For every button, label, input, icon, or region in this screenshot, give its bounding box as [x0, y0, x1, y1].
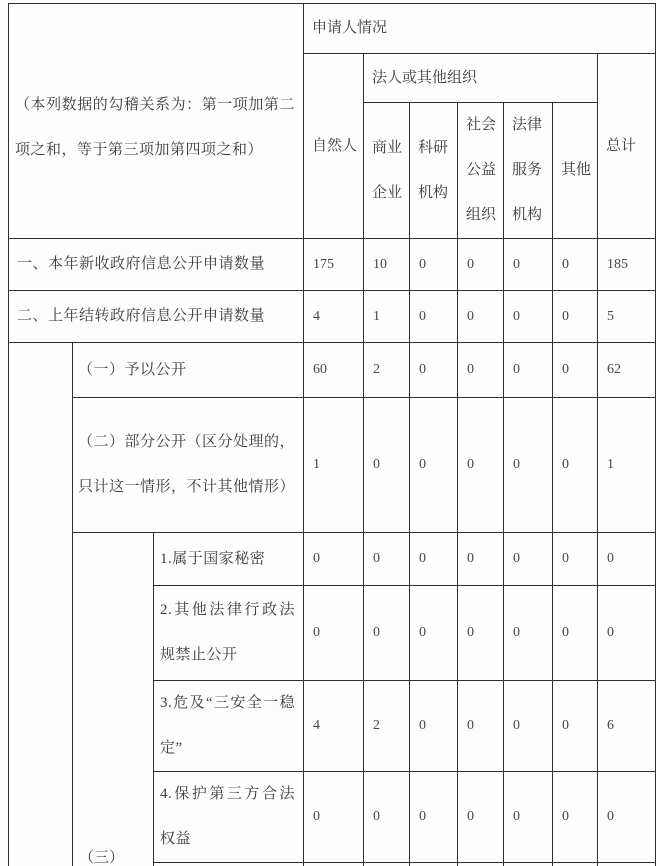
data-cell: [458, 863, 504, 866]
group-label-cell: （三）: [73, 533, 154, 866]
data-cell: 0: [553, 291, 598, 343]
reconciliation-note-cell: （本列数据的勾稽关系为：第一项加第二项之和，等于第三项加第四项之和）: [9, 4, 304, 239]
data-cell: [553, 863, 598, 866]
data-cell: 0: [410, 772, 458, 863]
data-cell: 1: [304, 398, 364, 533]
data-cell: 0: [504, 681, 553, 772]
data-cell: 0: [304, 772, 364, 863]
data-cell: 6: [598, 681, 656, 772]
data-cell: 10: [364, 239, 410, 291]
data-cell: 0: [304, 533, 364, 586]
data-cell: 175: [304, 239, 364, 291]
data-cell: 1: [598, 398, 656, 533]
data-cell: [364, 863, 410, 866]
data-cell: 0: [458, 291, 504, 343]
row-label: 一、本年新收政府信息公开申请数量: [9, 239, 304, 291]
data-cell: 0: [458, 239, 504, 291]
row-label: 4.保护第三方合法权益: [154, 772, 304, 863]
data-cell: 0: [410, 586, 458, 681]
table-row: [9, 343, 656, 398]
data-cell: 0: [553, 772, 598, 863]
table-row: [9, 4, 656, 54]
data-cell: 0: [504, 586, 553, 681]
data-cell: 0: [553, 586, 598, 681]
data-cell: [504, 863, 553, 866]
data-cell: 0: [553, 681, 598, 772]
col-header-natural-person: 自然人: [304, 54, 364, 239]
applicant-statistics-table: [8, 3, 656, 866]
data-cell: 0: [458, 533, 504, 586]
data-cell: 1: [364, 291, 410, 343]
data-cell: 0: [553, 533, 598, 586]
data-cell: 2: [364, 343, 410, 398]
header-applicant-info: 申请人情况: [304, 4, 656, 54]
header-legal-org-group: 法人或其他组织: [364, 54, 598, 103]
section-spanner-cell: [9, 343, 73, 866]
data-cell: 0: [458, 772, 504, 863]
data-cell: 0: [458, 681, 504, 772]
data-cell: 0: [410, 239, 458, 291]
table-row: [9, 291, 656, 343]
data-cell: 0: [458, 343, 504, 398]
data-cell: [410, 863, 458, 866]
table-row: [9, 239, 656, 291]
data-cell: 0: [504, 533, 553, 586]
data-cell: 185: [598, 239, 656, 291]
data-cell: 0: [598, 586, 656, 681]
data-cell: 0: [458, 586, 504, 681]
row-label: （一）予以公开: [73, 343, 304, 398]
row-label: 1.属于国家秘密: [154, 533, 304, 586]
row-label: 二、上年结转政府信息公开申请数量: [9, 291, 304, 343]
data-cell: 0: [504, 772, 553, 863]
data-cell: 4: [304, 681, 364, 772]
data-cell: 62: [598, 343, 656, 398]
data-cell: 0: [553, 398, 598, 533]
data-cell: 0: [410, 398, 458, 533]
data-cell: 0: [410, 291, 458, 343]
data-cell: 4: [304, 291, 364, 343]
data-cell: 0: [504, 398, 553, 533]
table-row: [9, 398, 656, 533]
row-label: （二）部分公开（区分处理的，只计这一情形，不计其他情形）: [73, 398, 304, 533]
data-cell: 0: [504, 239, 553, 291]
data-cell: 0: [504, 343, 553, 398]
data-cell: 0: [364, 586, 410, 681]
data-cell: 0: [553, 343, 598, 398]
col-header-research-institution: 科研机构: [410, 103, 458, 239]
col-header-other: 其他: [553, 103, 598, 239]
data-cell: 0: [598, 772, 656, 863]
table-row: [9, 533, 656, 586]
col-header-social-welfare-org: 社会公益组织: [458, 103, 504, 239]
row-label: 3.危及“三安全一稳定”: [154, 681, 304, 772]
data-cell: 0: [504, 291, 553, 343]
col-header-legal-service-org: 法律服务机构: [504, 103, 553, 239]
data-cell: [598, 863, 656, 866]
data-cell: 5: [598, 291, 656, 343]
col-header-commercial-enterprise: 商业企业: [364, 103, 410, 239]
data-cell: 0: [410, 343, 458, 398]
data-cell: 60: [304, 343, 364, 398]
col-header-total: 总计: [598, 54, 656, 239]
data-cell: 0: [553, 239, 598, 291]
data-cell: 0: [364, 398, 410, 533]
data-cell: 0: [598, 533, 656, 586]
data-cell: 0: [304, 586, 364, 681]
data-cell: 0: [364, 533, 410, 586]
row-label: 2.其他法律行政法规禁止公开: [154, 586, 304, 681]
data-cell: 0: [458, 398, 504, 533]
data-cell: 0: [410, 533, 458, 586]
data-cell: [304, 863, 364, 866]
data-cell: 0: [410, 681, 458, 772]
row-label: [154, 863, 304, 866]
data-cell: 2: [364, 681, 410, 772]
data-cell: 0: [364, 772, 410, 863]
